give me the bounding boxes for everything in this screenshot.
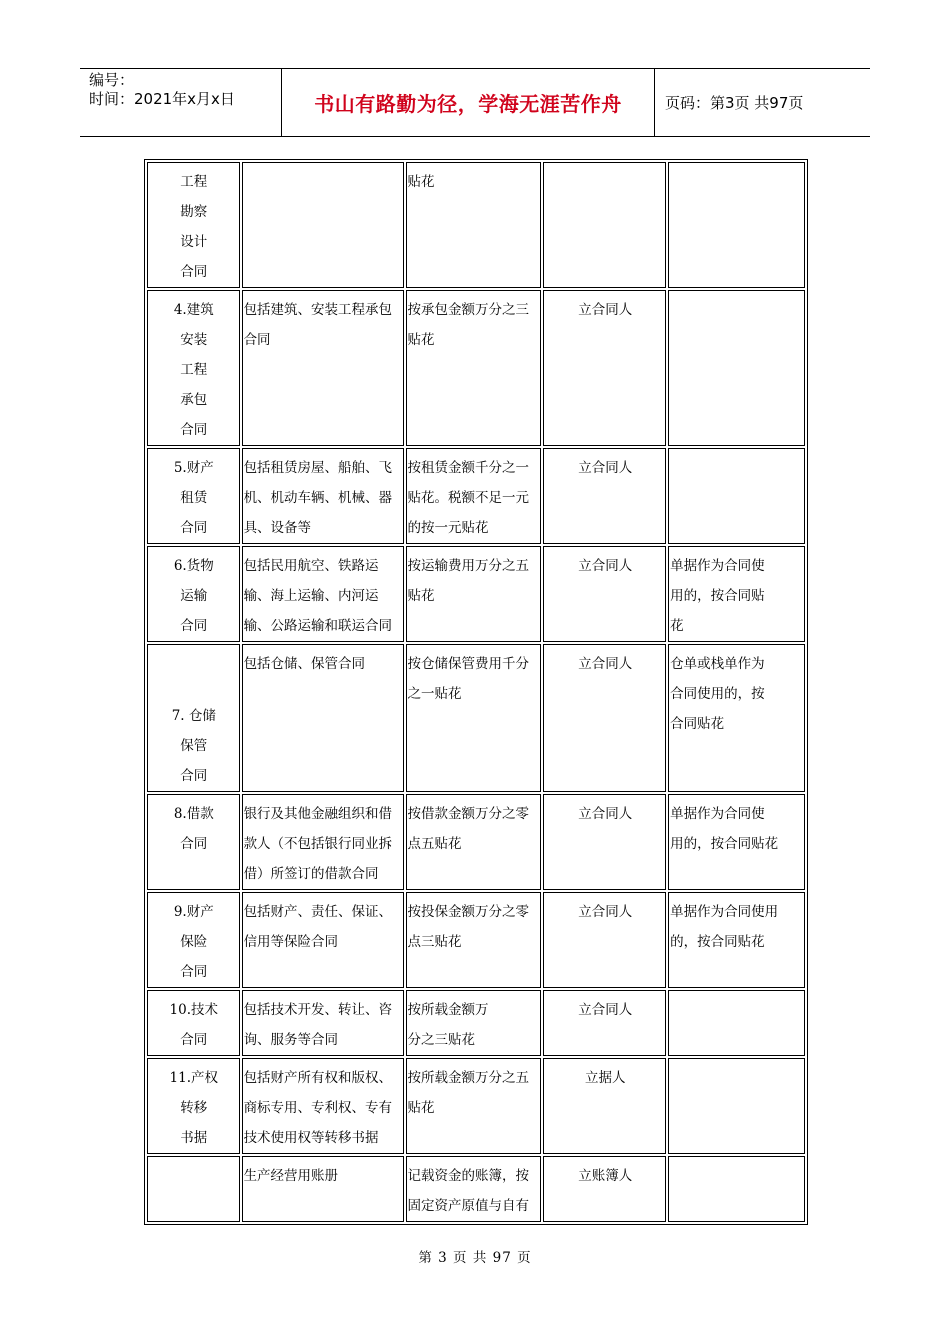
table-row [147, 448, 805, 544]
rate-line: 分之三贴花 [407, 1032, 476, 1048]
table-row [147, 892, 805, 988]
taxpayer-cell: 立合同人 [543, 990, 666, 1056]
scope-cell [242, 644, 404, 792]
tax-item-line: 设计 [180, 234, 208, 250]
scope-line: 包括财产所有权和版权、 [243, 1070, 393, 1086]
note-line: 的，按合同贴花 [670, 934, 765, 950]
tax-item-line: 保险 [180, 934, 208, 950]
table-row [147, 1058, 805, 1154]
tax-item-line: 10.技术 [169, 1002, 219, 1018]
note-cell [668, 448, 805, 544]
rate-line: 点三贴花 [407, 934, 462, 950]
note-cell [668, 546, 805, 642]
scope-line: 技术使用权等转移书据 [243, 1130, 379, 1146]
rate-cell [406, 1058, 542, 1154]
scope-cell [242, 546, 404, 642]
tax-item-line: 合同 [180, 618, 208, 634]
note-line: 单据作为合同使用 [670, 904, 779, 920]
rate-cell [406, 1156, 542, 1222]
tax-item-line: 承包 [180, 392, 208, 408]
tax-item-line: 合同 [180, 520, 208, 536]
tax-item-line: 合同 [180, 1032, 208, 1048]
scope-line: 包括民用航空、铁路运 [243, 558, 379, 574]
note-cell [668, 794, 805, 890]
note-cell [668, 162, 805, 288]
table-row [147, 290, 805, 446]
rate-line: 点五贴花 [407, 836, 462, 852]
scope-line: 生产经营用账册 [243, 1168, 339, 1184]
tax-item-line: 租赁 [180, 490, 208, 506]
rate-line: 按承包金额万分之三 [407, 302, 530, 318]
rate-line: 按运输费用万分之五 [407, 558, 530, 574]
note-cell [668, 1156, 805, 1222]
taxpayer-cell: 立合同人 [543, 794, 666, 890]
tax-item-line: 合同 [180, 422, 208, 438]
tax-item-line: 11.产权 [169, 1070, 219, 1086]
table-row [147, 644, 805, 792]
rate-line: 按投保金额万分之零 [407, 904, 530, 920]
tax-item-line: 工程 [180, 362, 208, 378]
note-line: 用的，按合同贴 [670, 588, 765, 604]
rate-line: 贴花。税额不足一元 [407, 490, 530, 506]
taxpayer-cell: 立账簿人 [543, 1156, 666, 1222]
scope-cell [242, 448, 404, 544]
scope-cell [242, 1058, 404, 1154]
header-motto: 书山有路勤为径，学海无涯苦作舟 [282, 69, 655, 136]
scope-line: 银行及其他金融组织和借 [243, 806, 393, 822]
table-row [147, 546, 805, 642]
rate-cell [406, 546, 542, 642]
tax-item-line: 5.财产 [173, 460, 214, 476]
header-page-number: 页码：第3页 共97页 [665, 94, 804, 112]
tax-item-cell [147, 644, 240, 792]
rate-cell [406, 794, 542, 890]
rate-cell [406, 644, 542, 792]
rate-cell [406, 290, 542, 446]
document-date: 时间：2021年x月x日 [89, 90, 235, 108]
tax-item-line: 9.财产 [173, 904, 214, 920]
tax-item-line: 勘察 [180, 204, 208, 220]
tax-item-line: 7. 仓储 [171, 708, 216, 724]
header-meta [80, 69, 282, 136]
note-line: 合同使用的，按 [670, 686, 765, 702]
tax-item-line: 合同 [180, 836, 208, 852]
tax-item-cell [147, 794, 240, 890]
tax-item-cell [147, 546, 240, 642]
taxpayer-cell: 立合同人 [543, 290, 666, 446]
taxpayer-cell: 立合同人 [543, 448, 666, 544]
note-cell [668, 290, 805, 446]
scope-line: 机、机动车辆、机械、器 [243, 490, 393, 506]
scope-line: 输、公路运输和联运合同 [243, 618, 393, 634]
rate-line: 按仓储保管费用千分 [407, 656, 530, 672]
stamp-duty-table [144, 159, 808, 1225]
taxpayer-cell: 立合同人 [543, 546, 666, 642]
note-line: 合同贴花 [670, 716, 725, 732]
rate-line: 固定资产原值与自有 [407, 1198, 530, 1214]
note-cell [668, 990, 805, 1056]
taxpayer-cell [543, 162, 666, 288]
rate-line: 记载资金的账簿，按 [407, 1168, 530, 1184]
tax-item-line: 合同 [180, 768, 208, 784]
tax-item-line: 保管 [180, 738, 208, 754]
note-line: 单据作为合同使 [670, 558, 765, 574]
tax-item-line: 6.货物 [173, 558, 214, 574]
scope-line: 合同 [243, 332, 271, 348]
scope-cell [242, 892, 404, 988]
tax-item-line: 书据 [180, 1130, 208, 1146]
document-number: 编号： [89, 71, 135, 89]
tax-item-line: 4.建筑 [173, 302, 214, 318]
tax-item-line: 合同 [180, 264, 208, 280]
tax-item-cell [147, 1058, 240, 1154]
scope-line: 询、服务等合同 [243, 1032, 339, 1048]
note-cell [668, 644, 805, 792]
scope-cell [242, 990, 404, 1056]
page-footer: 第 3 页 共 97 页 [418, 1250, 532, 1266]
scope-line: 借）所签订的借款合同 [243, 866, 379, 882]
tax-item-line: 安装 [180, 332, 208, 348]
scope-line: 包括建筑、安装工程承包 [243, 302, 393, 318]
tax-item-cell [147, 448, 240, 544]
scope-line: 包括仓储、保管合同 [243, 656, 366, 672]
table-row [147, 1156, 805, 1222]
tax-item-cell [147, 290, 240, 446]
rate-line: 的按一元贴花 [407, 520, 489, 536]
rate-cell [406, 448, 542, 544]
rate-cell [406, 892, 542, 988]
tax-item-line: 转移 [180, 1100, 208, 1116]
note-line: 用的，按合同贴花 [670, 836, 779, 852]
scope-line: 信用等保险合同 [243, 934, 339, 950]
note-cell [668, 892, 805, 988]
rate-cell [406, 162, 542, 288]
table-row [147, 794, 805, 890]
note-line: 单据作为合同使 [670, 806, 765, 822]
rate-line: 按所载金额万分之五 [407, 1070, 530, 1086]
rate-line: 之一贴花 [407, 686, 462, 702]
scope-cell [242, 290, 404, 446]
scope-line: 包括财产、责任、保证、 [243, 904, 393, 920]
table-row [147, 162, 805, 288]
scope-cell [242, 162, 404, 288]
scope-line: 包括租赁房屋、船舶、飞 [243, 460, 393, 476]
tax-item-cell [147, 892, 240, 988]
taxpayer-cell: 立合同人 [543, 892, 666, 988]
rate-line: 贴花 [407, 588, 435, 604]
rate-line: 贴花 [407, 332, 435, 348]
scope-line: 款人（不包括银行同业拆 [243, 836, 393, 852]
tax-item-line: 8.借款 [173, 806, 214, 822]
taxpayer-cell: 立合同人 [543, 644, 666, 792]
table-row [147, 990, 805, 1056]
tax-item-cell [147, 990, 240, 1056]
scope-line: 包括技术开发、转让、咨 [243, 1002, 393, 1018]
rate-line: 贴花 [407, 1100, 435, 1116]
rate-line: 按借款金额万分之零 [407, 806, 530, 822]
scope-line: 输、海上运输、内河运 [243, 588, 379, 604]
scope-cell [242, 1156, 404, 1222]
tax-item-line: 合同 [180, 964, 208, 980]
scope-line: 具、设备等 [243, 520, 312, 536]
scope-line: 商标专用、专利权、专有 [243, 1100, 393, 1116]
rate-line: 贴花 [407, 174, 435, 190]
note-cell [668, 1058, 805, 1154]
scope-cell [242, 794, 404, 890]
note-line: 仓单或栈单作为 [670, 656, 765, 672]
rate-line: 按所载金额万 [407, 1002, 489, 1018]
page-header [80, 68, 870, 137]
rate-cell [406, 990, 542, 1056]
tax-item-line: 运输 [180, 588, 208, 604]
rate-line: 按租赁金额千分之一 [407, 460, 530, 476]
note-line: 花 [670, 618, 684, 634]
tax-item-cell [147, 1156, 240, 1222]
tax-item-line: 工程 [180, 174, 208, 190]
taxpayer-cell: 立据人 [543, 1058, 666, 1154]
tax-item-cell [147, 162, 240, 288]
